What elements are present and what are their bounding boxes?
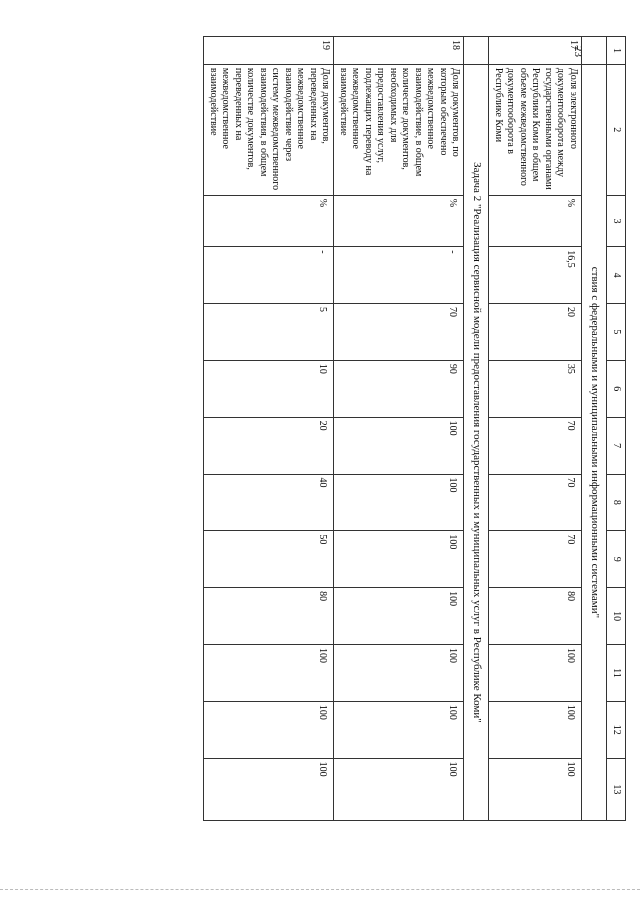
indicator-name: Доля документов, переведенных на межведомственное взаимодействие через систему межведомственного взаимодействия, в общем количестве документов, переведенных на межведомственное взаимодействие [204, 64, 334, 195]
row-number: 17 [489, 37, 582, 65]
header-cell: 11 [607, 644, 626, 701]
header-cell: 9 [607, 531, 626, 588]
value-cell: 20 [204, 417, 334, 474]
header-cell: 13 [607, 758, 626, 820]
row-number: 18 [334, 37, 464, 65]
indicators-table [204, 36, 627, 821]
header-row [607, 37, 626, 821]
header-cell: 10 [607, 588, 626, 645]
page-number: 23 [572, 46, 584, 57]
value-cell: 100 [334, 701, 464, 758]
value-cell: 100 [489, 758, 582, 820]
value-cell: 100 [204, 758, 334, 820]
value-cell: 70 [334, 304, 464, 361]
value-cell: 70 [489, 531, 582, 588]
row-number: 19 [204, 37, 334, 65]
task-row [464, 37, 489, 821]
value-cell: 100 [334, 531, 464, 588]
indicator-name: Доля электронного документооборота между государственными органами Республики Коми в общем объеме межведомственного документооборота в Республике Коми [489, 64, 582, 195]
value-cell: 100 [489, 644, 582, 701]
header-cell: 4 [607, 247, 626, 304]
value-cell: - [334, 247, 464, 304]
value-cell: 5 [204, 304, 334, 361]
value-cell: 100 [204, 644, 334, 701]
value-cell: 70 [489, 417, 582, 474]
table-row [204, 37, 334, 821]
value-cell: 100 [334, 474, 464, 531]
header-cell: 5 [607, 304, 626, 361]
value-cell: 50 [204, 531, 334, 588]
unit-cell: % [204, 195, 334, 246]
header-cell: 7 [607, 417, 626, 474]
header-cell: 8 [607, 474, 626, 531]
value-cell: 90 [334, 360, 464, 417]
header-cell: 3 [607, 195, 626, 246]
unit-cell: % [489, 195, 582, 246]
value-cell: 70 [489, 474, 582, 531]
indicator-name: Доля документов, по которым обеспечено межведомственное взаимодействие, в общем количестве документов, необходимых для предоставления услуг, подлежащих переводу на межведомственное взаимодействие [334, 64, 464, 195]
task-title: Задача 2 "Реализация сервисной модели предоставления государственных и муниципальных услуг в Республике Коми" [464, 64, 489, 820]
header-cell: 2 [607, 64, 626, 195]
unit-cell: % [334, 195, 464, 246]
value-cell: 80 [204, 588, 334, 645]
value-cell: 40 [204, 474, 334, 531]
value-cell: 100 [334, 417, 464, 474]
value-cell: 35 [489, 360, 582, 417]
rotated-table-container [98, 36, 626, 821]
header-cell: 6 [607, 360, 626, 417]
bottom-divider [0, 889, 640, 890]
value-cell: 100 [334, 588, 464, 645]
value-cell: 10 [204, 360, 334, 417]
table-row [489, 37, 582, 821]
value-cell: 20 [489, 304, 582, 361]
value-cell: 100 [334, 644, 464, 701]
header-cell: 1 [607, 37, 626, 65]
value-cell: - [204, 247, 334, 304]
continuation-text: ствия с федеральными и муниципальными информационными системами" [582, 64, 607, 820]
value-cell: 100 [204, 701, 334, 758]
task-empty-cell [464, 37, 489, 65]
value-cell: 80 [489, 588, 582, 645]
value-cell: 100 [334, 758, 464, 820]
header-cell: 12 [607, 701, 626, 758]
continuation-empty-cell [582, 37, 607, 65]
continuation-row [582, 37, 607, 821]
value-cell: 100 [489, 701, 582, 758]
value-cell: 16,5 [489, 247, 582, 304]
table-row [334, 37, 464, 821]
